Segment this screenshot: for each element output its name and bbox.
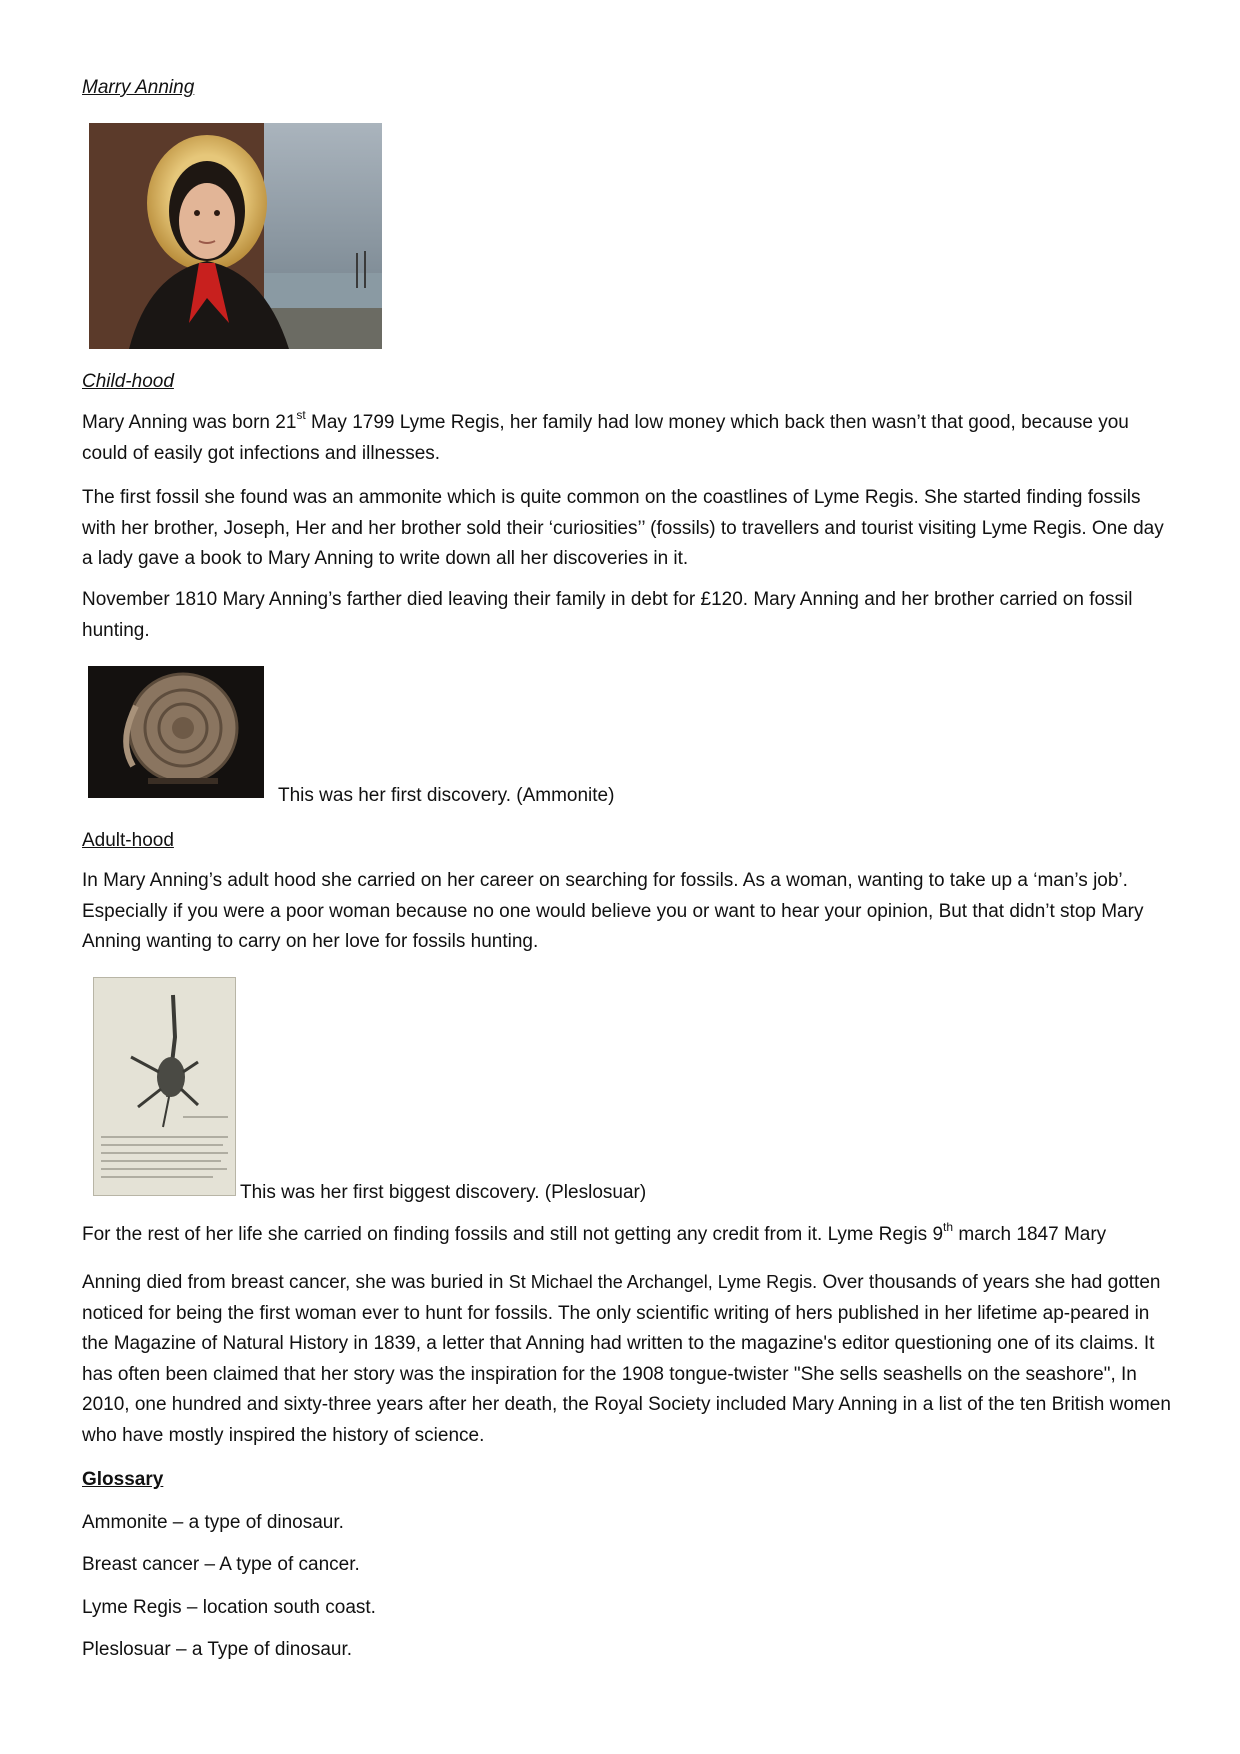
document-title: Marry Anning bbox=[82, 77, 195, 98]
glossary-item: Pleslosuar – a Type of dinosaur. bbox=[82, 1639, 353, 1660]
glossary-heading: Glossary bbox=[82, 1469, 164, 1490]
ammonite-image bbox=[88, 666, 264, 798]
adulthood-paragraph-2: For the rest of her life she carried on finding fossils and still not getting any credit from it. Lyme Regis 9th march 1847 Mary bbox=[82, 1219, 1107, 1245]
childhood-paragraph-3: November 1810 Mary Anning’s farther died leaving their family in debt for £120. Mary Anning and her brother carried on fossil hunting. bbox=[82, 589, 1133, 641]
adulthood-paragraph-1: In Mary Anning’s adult hood she carried on her career on searching for fossils. As a woman, wanting to take up a ‘man’s job’. Especially if you were a poor woman because no one would believe you or want to hear your opinion, But that didn’t stop Mary Anning wanting to carry on her love for fossils hunting. bbox=[82, 870, 1144, 952]
childhood-heading: Child-hood bbox=[82, 371, 174, 392]
glossary-item: Ammonite – a type of dinosaur. bbox=[82, 1512, 344, 1533]
portrait-image bbox=[89, 123, 382, 349]
glossary-item: Breast cancer – A type of cancer. bbox=[82, 1554, 360, 1575]
plesiosaur-caption: This was her first biggest discovery. (Pleslosuar) bbox=[240, 1182, 647, 1203]
childhood-paragraph-2: The first fossil she found was an ammonite which is quite common on the coastlines of Lyme Regis. She started finding fossils with her brother, Joseph, Her and her brother sold their ‘curiosities’’ (fossils) to travellers and tourist visiting Lyme Regis. One day a lady gave a book to Mary Anning to write down all her discoveries in it. bbox=[82, 487, 1164, 569]
adulthood-heading: Adult-hood bbox=[82, 830, 174, 851]
childhood-paragraph-1: Mary Anning was born 21st May 1799 Lyme Regis, her family had low money which back then wasn’t that good, because you could of easily got infections and illnesses. bbox=[82, 407, 1129, 464]
ammonite-caption: This was her first discovery. (Ammonite) bbox=[278, 785, 615, 806]
glossary-item: Lyme Regis – location south coast. bbox=[82, 1597, 376, 1618]
burial-place: St Michael the Archangel, Lyme Regis. bbox=[508, 1272, 818, 1292]
adulthood-paragraph-3: Anning died from breast cancer, she was buried in St Michael the Archangel, Lyme Regis. Over thousands of years she had gotten noticed for being the first woman ever to hunt for fossils. The only scientific writing of hers published in her lifetime ap-peared in the Magazine of Natural History in 1839, a letter that Anning had written to the magazine's editor questioning one of its claims. It has often been claimed that her story was the inspiration for the 1908 tongue-twister "She sells seashells on the seashore", In 2010, one hundred and sixty-three years after her death, the Royal Society included Mary Anning in a list of the ten British women who have mostly inspired the history of science. bbox=[82, 1272, 1171, 1446]
plesiosaur-drawing-image bbox=[93, 977, 236, 1196]
